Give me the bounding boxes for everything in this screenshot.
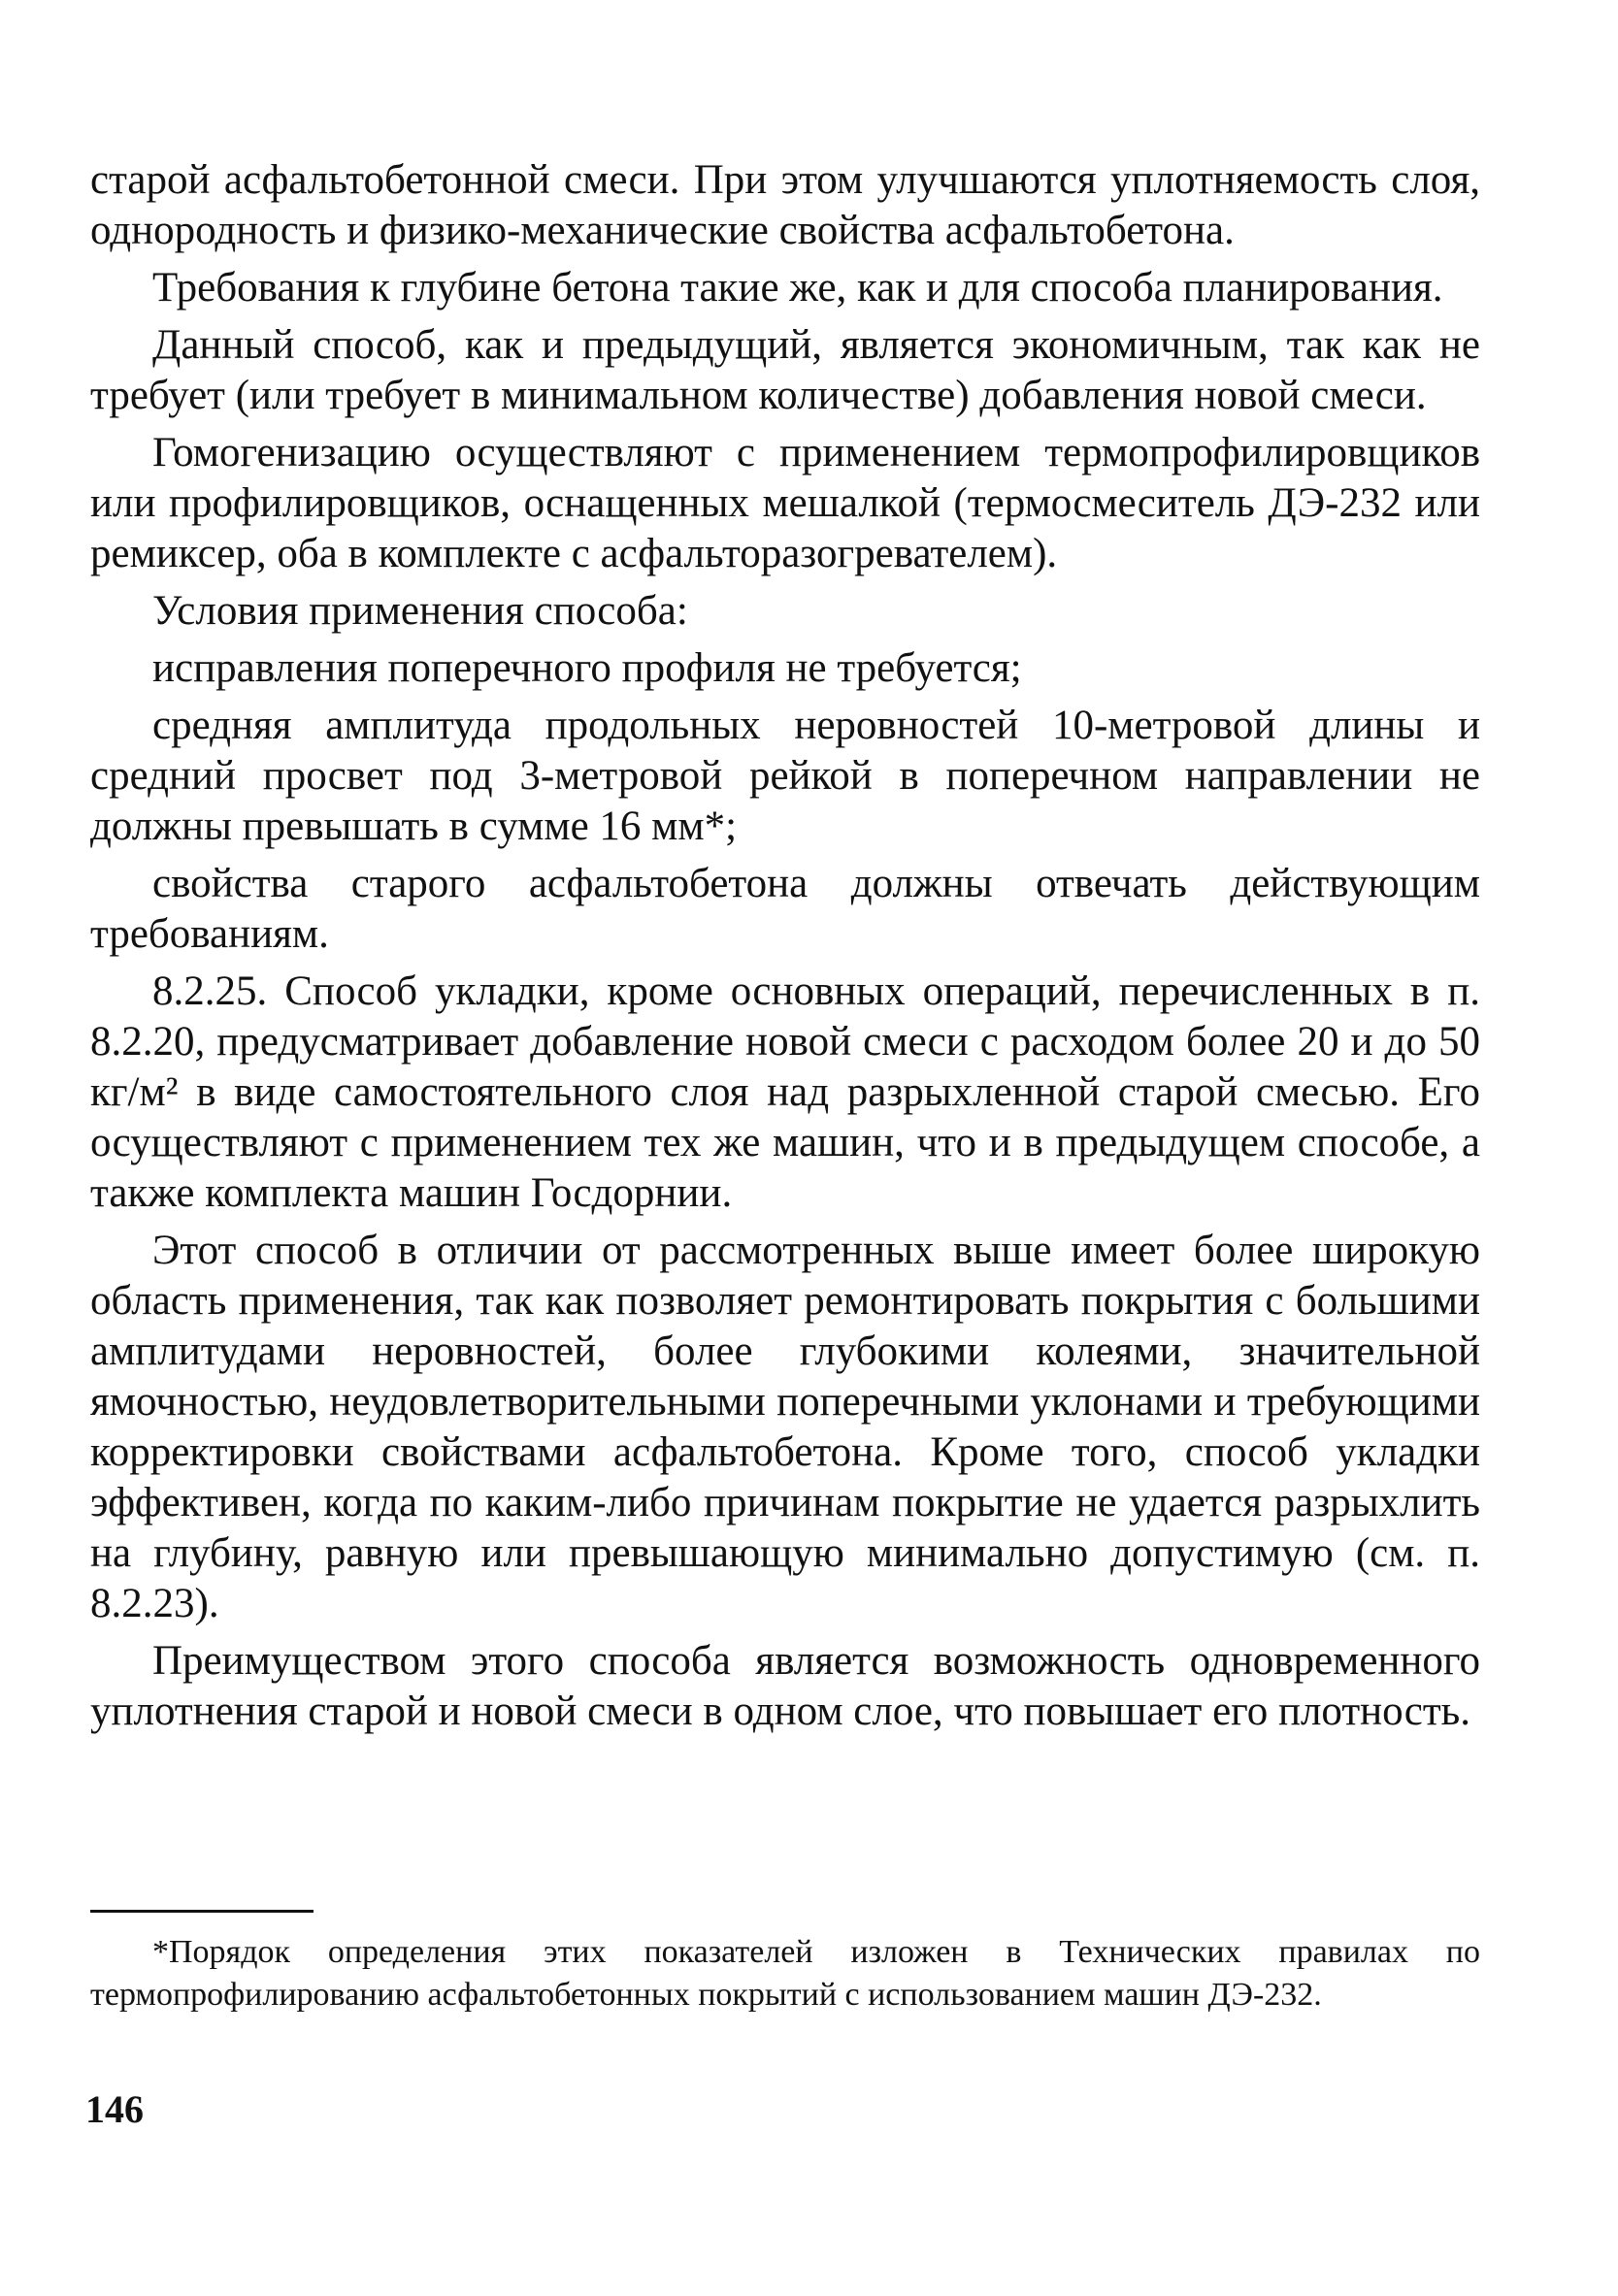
footnote: *Порядок определения этих показателей изложен в Технических правилах по термопрофилированию асфальтобетонных покрытий с использованием машин ДЭ-232. [90,1934,1480,2013]
paragraph-6: исправления поперечного профиля не требуется; [152,645,1022,691]
page-number: 146 [85,2087,144,2131]
paragraph-1: старой асфальтобетонной смеси. При этом улучшаются уплотняемость слоя, однородность и физико-механические свойства асфальтобетона. [90,157,1480,253]
paragraph-3: Данный способ, как и предыдущий, является экономичным, так как не требует (или требует в минимальном количестве) добавления новой смеси. [90,322,1480,418]
paragraph-7: средняя амплитуда продольных неровностей 10-метровой длины и средний просвет под 3-метровой рейкой в поперечном направлении не должны превышать в сумме 16 мм*; [90,703,1480,849]
body-text [90,155,1480,1744]
paragraph-9: 8.2.25. Способ укладки, кроме основных операций, перечисленных в п. 8.2.20, предусматривает добавление новой смеси с расходом более 20 и до 50 кг/м² в виде самостоятельного слоя над разрыхленной старой смесью. Его осуществляют с применением тех же машин, что и в предыдущем способе, а также комплекта машин Госдорнии. [90,968,1480,1216]
footnote-divider [90,1910,314,1913]
paragraph-10: Этот способ в отличии от рассмотренных выше имеет более широкую область применения, так как позволяет ремонтировать покрытия с большими амплитудами неровностей, более глубокими колеями, значительной ямочностью, неудовлетворительными поперечными уклонами и требующими корректировки свойствами асфальтобетона. Кроме того, способ укладки эффективен, когда по каким-либо причинам покрытие не удается разрыхлить на глубину, равную или превышающую минимально допустимую (см. п. 8.2.23). [90,1228,1480,1626]
paragraph-4: Гомогенизацию осуществляют с применением термопрофилировщиков или профилировщиков, оснащенных мешалкой (термосмеситель ДЭ-232 или ремиксер, оба в комплекте с асфальторазогревателем). [90,430,1480,576]
paragraph-8: свойства старого асфальтобетона должны отвечать действующим требованиям. [90,861,1480,957]
paragraph-11: Преимуществом этого способа является возможность одновременного уплотнения старой и новой смеси в одном слое, что повышает его плотность. [90,1638,1480,1734]
paragraph-2: Требования к глубине бетона такие же, как и для способа планирования. [152,265,1443,311]
paragraph-5: Условия применения способа: [152,588,688,634]
